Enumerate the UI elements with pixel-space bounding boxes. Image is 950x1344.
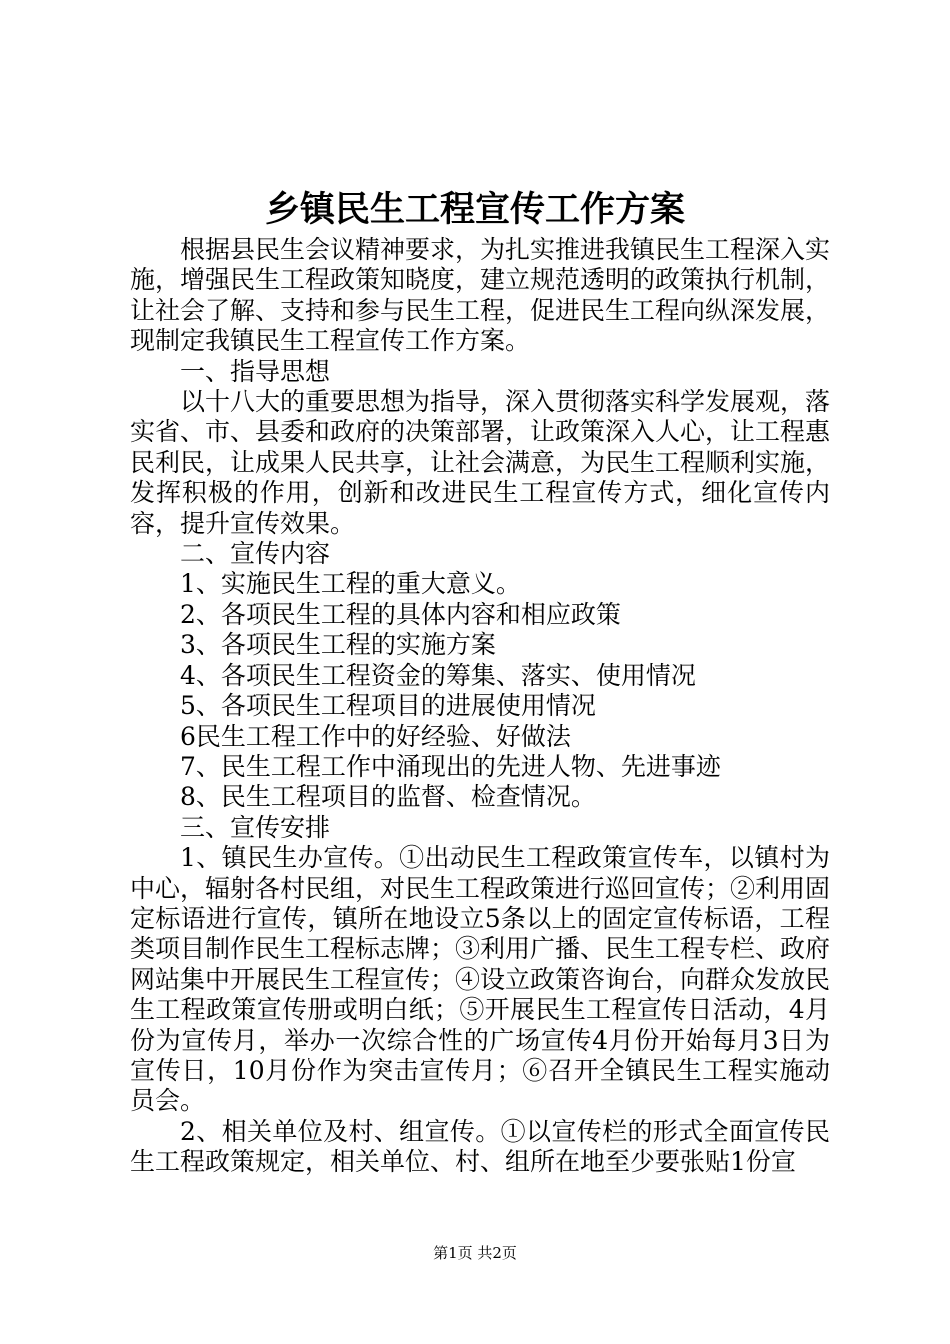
document-title: 乡镇民生工程宣传工作方案 — [264, 189, 685, 230]
content-item: 2、各项民生工程的具体内容和相应政策 — [180, 599, 621, 629]
content-item: 4、各项民生工程资金的筹集、落实、使用情况 — [180, 660, 696, 690]
document-body — [130, 235, 830, 1178]
section-heading-publicity-content: 二、宣传内容 — [180, 539, 331, 569]
arrangement-paragraph: 1、镇民生办宣传。①出动民生工程政策宣传车，以镇村为中心，辐射各村民组，对民生工程政策进行巡回宣传；②利用固定标语进行宣传，镇所在地设立5条以上的固定宣传标语，工程类项目制作民生工程标志牌；③利用广播、民生工程专栏、政府网站集中开展民生工程宣传；④设立政策咨询台，向群众发放民生工程政策宣传册或明白纸；⑤开展民生工程宣传日活动，4月份为宣传月，举办一次综合性的广场宣传4月份开始每月3日为宣传日，10月份作为突击宣传月；⑥召开全镇民生工程实施动员会。 — [130, 843, 831, 1116]
section-heading-publicity-arrangement: 三、宣传安排 — [180, 812, 331, 842]
content-item: 5、各项民生工程项目的进展使用情况 — [180, 691, 596, 721]
section-heading-guiding-ideology: 一、指导思想 — [180, 356, 331, 386]
content-item: 8、民生工程项目的监督、检查情况。 — [180, 782, 596, 812]
intro-paragraph: 根据县民生会议精神要求，为扎实推进我镇民生工程深入实施，增强民生工程政策知晓度，建立规范透明的政策执行机制，让社会了解、支持和参与民生工程，促进民生工程向纵深发展，现制定我镇民生工程宣传工作方案。 — [130, 235, 831, 356]
content-item: 1、实施民生工程的重大意义。 — [180, 569, 521, 599]
page-number-footer: 第1页 共2页 — [433, 1244, 517, 1262]
content-item: 7、民生工程工作中涌现出的先进人物、先进事迹 — [180, 751, 721, 781]
arrangement-paragraph: 2、相关单位及村、组宣传。①以宣传栏的形式全面宣传民生工程政策规定，相关单位、村、组所在地至少要张贴1份宣 — [130, 1116, 830, 1177]
content-item: 3、各项民生工程的实施方案 — [180, 630, 496, 660]
content-item: 6民生工程工作中的好经验、好做法 — [180, 721, 571, 751]
guiding-ideology-paragraph: 以十八大的重要思想为指导，深入贯彻落实科学发展观，落实省、市、县委和政府的决策部署，让政策深入人心，让工程惠民利民，让成果人民共享，让社会满意，为民生工程顺利实施，发挥积极的作用，创新和改进民生工程宣传方式，细化宣传内容，提升宣传效果。 — [130, 387, 831, 538]
